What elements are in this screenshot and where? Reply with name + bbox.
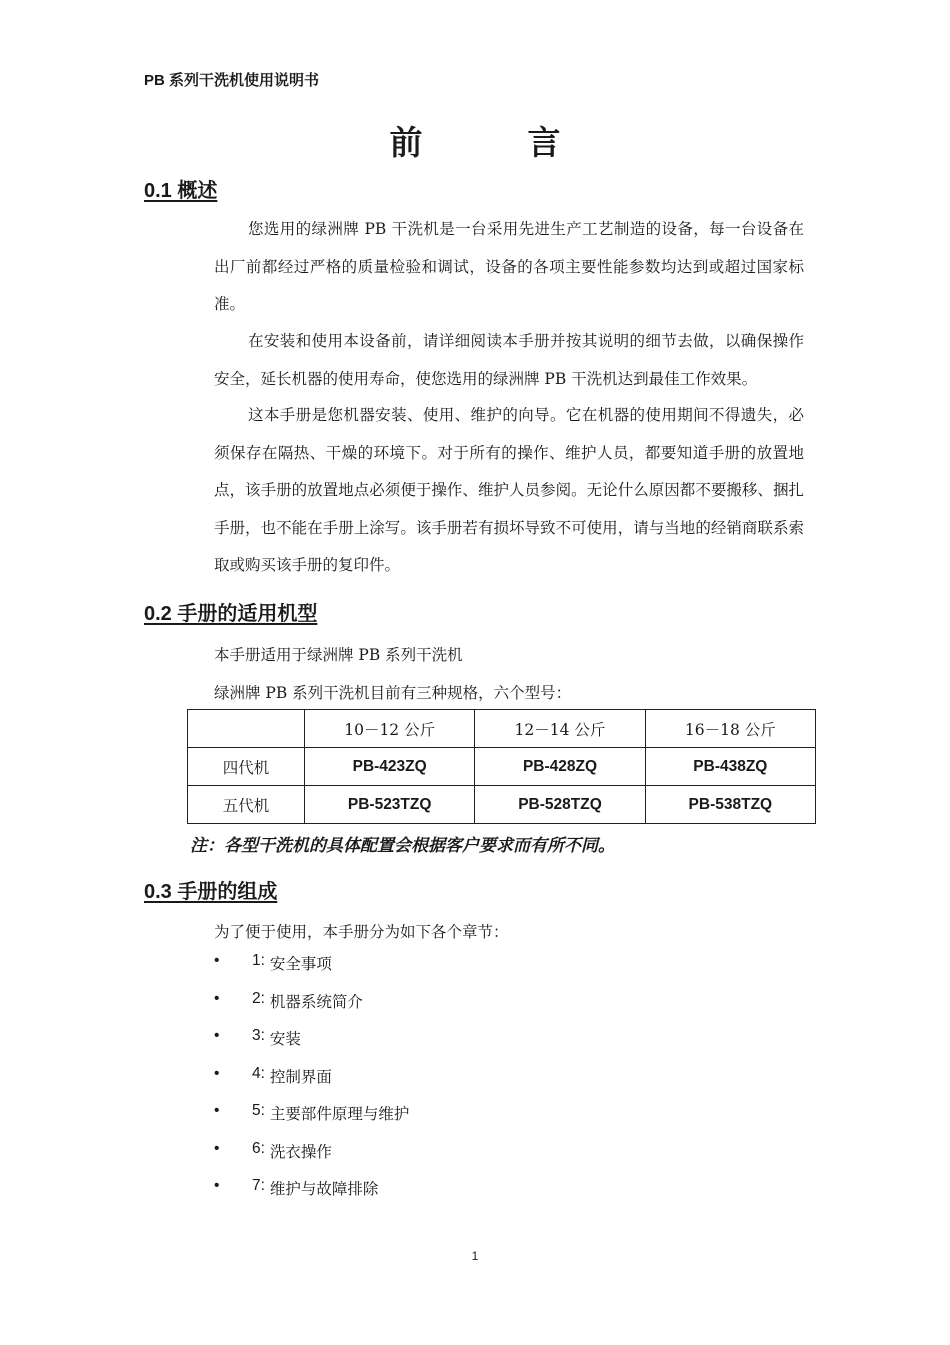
table-cell: PB-528TZQ (475, 786, 645, 824)
table-cell: PB-538TZQ (645, 786, 815, 824)
overview-paragraph-1: 您选用的绿洲牌 PB 干洗机是一台采用先进生产工艺制造的设备，每一台设备在出厂前都经过严格的质量检验和调试，设备的各项主要性能参数均达到或超过国家标准。 (214, 220, 804, 313)
table-cell: PB-438ZQ (645, 748, 815, 786)
chapter-number: 5: (252, 1102, 265, 1119)
section-heading-models: 0.2 手册的适用机型 (144, 603, 318, 625)
running-header: PB 系列干洗机使用说明书 (144, 72, 320, 89)
configuration-note: 注：各型干洗机的具体配置会根据客户要求而有所不同。 (190, 836, 615, 856)
list-item (214, 1177, 409, 1215)
list-item (214, 952, 409, 990)
chapter-number: 2: (252, 989, 265, 1007)
section-heading-composition: 0.3 手册的组成 (144, 881, 278, 903)
bullet-icon: • (214, 1139, 220, 1157)
list-item (214, 1065, 409, 1103)
chapter-number: 7: (252, 1177, 265, 1194)
table-cell: PB-523TZQ (305, 786, 475, 824)
bullet-icon: • (214, 1027, 220, 1044)
page-title: 前言 (389, 123, 666, 162)
table-header-cell (188, 710, 305, 748)
page-number: 1 (471, 1249, 479, 1263)
table-cell: PB-423ZQ (305, 748, 475, 786)
chapter-label: 维护与故障排除 (269, 1180, 379, 1198)
bullet-icon: • (214, 989, 220, 1007)
table-header-row (188, 710, 816, 748)
chapter-label: 安装 (269, 1030, 301, 1048)
list-item (214, 990, 409, 1028)
chapter-label: 洗衣操作 (269, 1142, 332, 1161)
chapter-number: 6: (252, 1139, 265, 1157)
chapter-list (214, 952, 409, 1215)
list-item (214, 1140, 409, 1178)
bullet-icon: • (214, 952, 220, 969)
table-row (188, 786, 816, 824)
overview-paragraph-2: 在安装和使用本设备前，请详细阅读本手册并按其说明的细节去做，以确保操作安全，延长机器的使用寿命，使您选用的绿洲牌 PB 干洗机达到最佳工作效果。 (214, 332, 804, 388)
table-header-cell: 16－18 公斤 (645, 710, 815, 748)
composition-intro: 为了便于使用，本手册分为如下各个章节： (214, 923, 509, 941)
chapter-number: 4: (252, 1064, 265, 1082)
section-heading-overview: 0.1 概述 (144, 180, 218, 202)
list-item (214, 1102, 409, 1140)
bullet-icon: • (214, 1064, 220, 1082)
chapter-number: 1: (252, 952, 265, 969)
table-row (188, 748, 816, 786)
models-line-1: 本手册适用于绿洲牌 PB 系列干洗机 (214, 646, 463, 664)
bullet-icon: • (214, 1177, 220, 1194)
models-line-2: 绿洲牌 PB 系列干洗机目前有三种规格，六个型号： (214, 684, 572, 702)
list-item (214, 1027, 409, 1065)
table-row-label: 五代机 (188, 786, 305, 824)
table-header-cell: 12－14 公斤 (475, 710, 645, 748)
table-cell: PB-428ZQ (475, 748, 645, 786)
chapter-label: 主要部件原理与维护 (269, 1105, 410, 1123)
overview-paragraph-3: 这本手册是您机器安装、使用、维护的向导。它在机器的使用期间不得遗失，必须保存在隔热、干燥的环境下。对于所有的操作、维护人员，都要知道手册的放置地点，该手册的放置地点必须便于操作、维护人员参阅。无论什么原因都不要搬移、捆扎手册，也不能在手册上涂写。该手册若有损坏导致不可使用，请与当地的经销商联系索取或购买该手册的复印件。 (214, 406, 804, 574)
table-row-label: 四代机 (188, 748, 305, 786)
bullet-icon: • (214, 1102, 220, 1119)
table-header-cell: 10－12 公斤 (305, 710, 475, 748)
chapter-label: 机器系统简介 (269, 992, 363, 1011)
model-table (187, 709, 816, 824)
chapter-label: 控制界面 (269, 1067, 332, 1086)
chapter-label: 安全事项 (269, 955, 332, 973)
chapter-number: 3: (252, 1027, 265, 1044)
